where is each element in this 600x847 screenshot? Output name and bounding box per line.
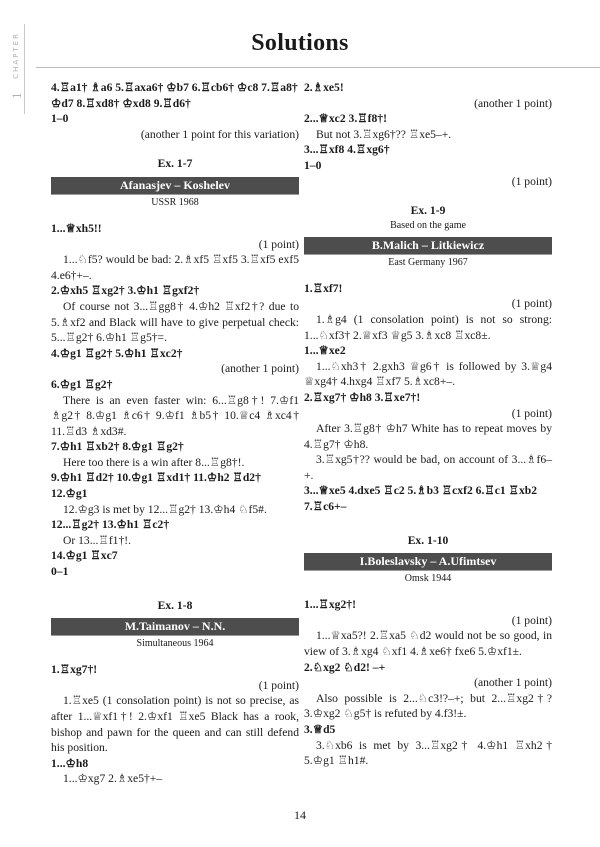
result: 1–0 <box>304 158 322 172</box>
move-line: 1...♔h8 <box>51 756 89 770</box>
move-line: 2.♔xh5 ♖xg2† 3.♔h1 ♖gxf2† <box>51 284 200 298</box>
move-line: 1.♖xf7! <box>304 281 343 295</box>
game-event: Omsk 1944 <box>404 573 452 585</box>
commentary: Here too there is a win after 8...♖g8†!. <box>63 455 245 469</box>
move-line: 1...♕xh5!! <box>51 221 102 235</box>
commentary: 1.♖xe5 (1 consolation point) is not so precise, as after 1...♕xf1†! 2.♔xf1 ♖xe5 Black has a rook, bishop and pawn for the queen and can still defend his position. <box>51 694 299 755</box>
move-line: 9.♔h1 ♖d2† 10.♔g1 ♖xd1† 11.♔h2 ♖d2† <box>51 471 261 485</box>
commentary: Or 13...♖f1†!. <box>63 533 132 547</box>
page-title: Solutions <box>251 30 349 56</box>
move-line: 12.♔g1 <box>51 487 88 501</box>
chapter-tab-number: 1 <box>11 92 24 99</box>
game-players-banner: M.Taimanov – N.N. <box>51 618 299 636</box>
commentary: Of course not 3...♖gg8† 4.♔h2 ♖xf2†? due to 5.♗xf2 and Black will have to give perpetual check: 5...♖g2† 6.♔h1 ♖g5†=. <box>51 299 299 345</box>
result: 0–1 <box>51 565 69 579</box>
exercise-heading: Ex. 1-7 <box>157 157 193 171</box>
commentary: After 3.♖g8† ♔h7 White has to repeat moves by 4.♖g7† ♔h8. <box>304 422 552 451</box>
move-line: 1...♕xe2 <box>304 344 346 358</box>
points-note: (another 1 point for this variation) <box>140 127 299 141</box>
move-line: 2.♗xe5! <box>304 81 344 94</box>
commentary: 1...♔xg7 2.♗xe5†+– <box>63 772 163 786</box>
commentary: 3.♖xg5†?? would be bad, on account of 3...♗f6–+. <box>304 453 552 482</box>
commentary: 3.♘xb6 is met by 3...♖xg2† 4.♔h1 ♖xh2† 5.♔g1 ♖h1#. <box>304 738 552 768</box>
left-column <box>51 80 299 787</box>
exercise-heading: Ex. 1-8 <box>157 598 193 612</box>
result: 1–0 <box>51 112 69 126</box>
move-line: 1.♖xg7†! <box>51 663 98 677</box>
points-note: (1 point) <box>511 406 552 420</box>
move-line: 12...♖g2† 13.♔h1 ♖c2† <box>51 518 170 532</box>
points-note: (1 point) <box>511 297 552 311</box>
game-players-banner: B.Malich – Litkiewicz <box>304 237 552 255</box>
points-note: (1 point) <box>258 678 299 692</box>
commentary: There is an even faster win: 6...♖g8†! 7.♔f1 ♗g2† 8.♔g1 ♗c6† 9.♔f1 ♗b5† 10.♕c4 ♗xc4† 11.♖d3 ♗xd3#. <box>51 393 299 438</box>
commentary: 1...♕xa5?! 2.♖xa5 ♘d2 would not be so good, in view of 3.♗xg4 ♘xf1 4.♗xe6† fxe6 5.♔xf1±. <box>304 629 552 659</box>
move-line: 3...♕xe5 4.dxe5 ♖c2 5.♗b3 ♖cxf2 6.♖c1 ♖xb2 7.♖c6+– <box>304 484 538 514</box>
chapter-tab-label: CHAPTER <box>12 32 20 79</box>
points-note: (1 point) <box>511 613 552 627</box>
commentary: Also possible is 2...♘c3!?–+; but 2...♖xg2†? 3.♔xg2 ♘g5† is refuted by 4.f3!±. <box>304 691 552 721</box>
move-line: 3...♖xf8 4.♖xg6† <box>304 143 390 157</box>
move-line: 1...♖xg2†! <box>304 598 356 612</box>
points-note: (another 1 point) <box>221 362 299 376</box>
points-note: (another 1 point) <box>474 676 552 690</box>
game-event: USSR 1968 <box>151 196 199 208</box>
page-number: 14 <box>294 808 306 822</box>
commentary: 1...♘xh3† 2.gxh3 ♕g6† is followed by 3.♕g4 ♕xg4† 4.hxg4 ♖xf7 5.♗xc8+–. <box>304 359 552 389</box>
move-line: 3.♕d5 <box>304 723 336 736</box>
points-note: (1 point) <box>258 237 299 251</box>
move-line: 7.♔h1 ♖xb2† 8.♔g1 ♖g2† <box>51 440 184 454</box>
game-players-banner: Afanasjev – Koshelev <box>51 177 299 195</box>
move-line: 4.♔g1 ♖g2† 5.♔h1 ♖xc2† <box>51 346 183 360</box>
title-divider <box>36 67 600 68</box>
exercise-heading: Ex. 1-10 <box>407 533 449 547</box>
game-source-note: Based on the game <box>390 219 466 231</box>
commentary: 1...♘f5? would be bad: 2.♗xf5 ♖xf5 3.♖xf5 exf5 4.e6†+–. <box>51 253 299 282</box>
game-event: East Germany 1967 <box>388 256 468 268</box>
exercise-heading: Ex. 1-9 <box>410 204 446 218</box>
move-line: 4.♖a1† ♗a6 5.♖axa6† ♔b7 6.♖cb6† ♔c8 7.♖a8† ♔d7 8.♖xd8† ♔xd8 9.♖d6† <box>51 81 298 110</box>
points-note: (1 point) <box>511 174 552 188</box>
commentary: 12.♔g3 is met by 12...♖g2† 13.♔h4 ♘f5#. <box>63 502 267 516</box>
game-players-banner: I.Boleslavsky – A.Ufimtsev <box>304 553 552 571</box>
move-line: 2.♘xg2 ♘d2! –+ <box>304 660 386 674</box>
points-note: (another 1 point) <box>474 96 552 110</box>
game-event: Simultaneous 1964 <box>136 638 214 650</box>
right-column <box>304 80 552 769</box>
move-line: 2.♖xg7† ♔h8 3.♖xe7†! <box>304 390 421 404</box>
move-line: 14.♔g1 ♖xc7 <box>51 549 118 563</box>
commentary: 1.♗g4 (1 consolation point) is not so strong: 1...♘xf3† 2.♕xf3 ♕g5 3.♗xc8 ♖xc8±. <box>304 312 552 342</box>
move-line: 2...♕xc2 3.♖f8†! <box>304 112 387 126</box>
commentary: But not 3.♖xg6†?? ♖xe5–+. <box>316 127 452 141</box>
move-line: 6.♔g1 ♖g2† <box>51 377 113 391</box>
